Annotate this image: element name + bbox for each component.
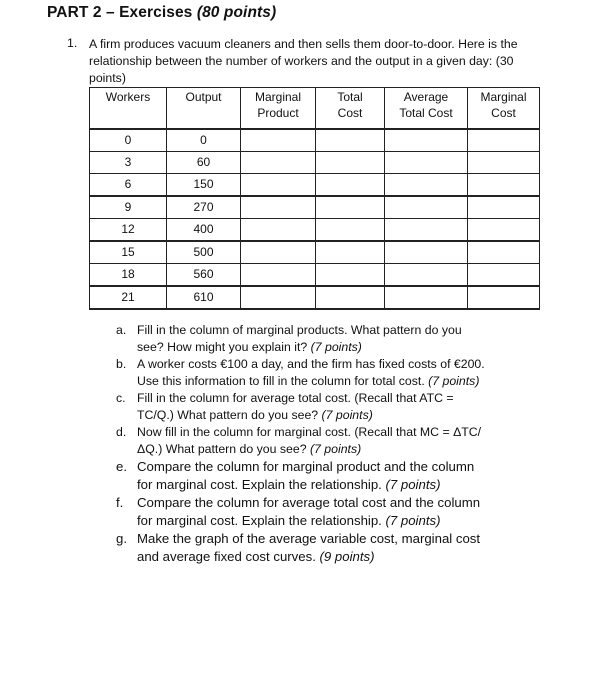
- subquestion-points: (7 points): [385, 477, 441, 492]
- table-row: [90, 129, 540, 152]
- subquestion-list: [116, 322, 486, 566]
- cell-total-cost[interactable]: [316, 196, 385, 219]
- cell-workers: 6: [90, 174, 167, 197]
- subquestion-points: (7 points): [309, 442, 362, 456]
- subquestion-text: Fill in the column of marginal products. What pattern do you see? How might you explain it?: [137, 323, 462, 354]
- cell-marginal-product[interactable]: [241, 264, 316, 287]
- table-row: [90, 196, 540, 219]
- cell-marginal-product[interactable]: [241, 286, 316, 309]
- cell-output: 400: [167, 219, 241, 242]
- header-output: Output: [167, 88, 241, 130]
- cell-marginal-cost[interactable]: [468, 286, 540, 309]
- subquestion-letter: a.: [116, 323, 127, 337]
- subquestion-a: [116, 322, 486, 356]
- cell-output: 560: [167, 264, 241, 287]
- header-marginal-cost: Marginal Cost: [468, 88, 540, 130]
- cell-total-cost[interactable]: [316, 264, 385, 287]
- cell-average-total-cost[interactable]: [385, 241, 468, 264]
- cell-workers: 15: [90, 241, 167, 264]
- subquestion-letter: b.: [116, 357, 127, 371]
- cell-output: 0: [167, 129, 241, 152]
- table-row: [90, 152, 540, 174]
- header-workers: Workers: [90, 88, 167, 130]
- subquestion-points: (7 points): [385, 513, 441, 528]
- subquestion-text: Make the graph of the average variable cost, marginal cost and average fixed cost curves.: [137, 531, 481, 564]
- subquestion-letter: c.: [116, 391, 126, 405]
- cell-output: 60: [167, 152, 241, 174]
- cell-total-cost[interactable]: [316, 286, 385, 309]
- subquestion-c: [116, 390, 486, 424]
- cell-total-cost[interactable]: [316, 241, 385, 264]
- subquestion-points: (9 points): [319, 549, 375, 564]
- cell-average-total-cost[interactable]: [385, 196, 468, 219]
- cell-output: 150: [167, 174, 241, 197]
- subquestion-text: Now fill in the column for marginal cost. (Recall that MC = ΔTC/ΔQ.) What pattern do you see?: [137, 425, 482, 456]
- page-title: [47, 4, 276, 22]
- cell-marginal-product[interactable]: [241, 241, 316, 264]
- cell-average-total-cost[interactable]: [385, 264, 468, 287]
- cell-total-cost[interactable]: [316, 152, 385, 174]
- header-total-cost: Total Cost: [316, 88, 385, 130]
- subquestion-e: [116, 458, 486, 494]
- question-text: A firm produces vacuum cleaners and then sells them door-to-door. Here is the relationship between the number of workers and the output in a given day: (30 points): [89, 37, 518, 85]
- cell-average-total-cost[interactable]: [385, 286, 468, 309]
- subquestion-letter: f.: [116, 495, 124, 510]
- cell-total-cost[interactable]: [316, 219, 385, 242]
- cell-workers: 9: [90, 196, 167, 219]
- cell-marginal-cost[interactable]: [468, 196, 540, 219]
- subquestion-points: (7 points): [428, 374, 480, 388]
- subquestion-points: (7 points): [310, 340, 362, 354]
- cell-marginal-cost[interactable]: [468, 152, 540, 174]
- cell-workers: 0: [90, 129, 167, 152]
- table-row: [90, 241, 540, 264]
- cell-marginal-product[interactable]: [241, 174, 316, 197]
- cell-marginal-product[interactable]: [241, 219, 316, 242]
- table-row: [90, 174, 540, 197]
- subquestion-letter: e.: [116, 459, 127, 474]
- subquestion-b: [116, 356, 486, 390]
- table-row: [90, 264, 540, 287]
- subquestion-text: Compare the column for marginal product and the column for marginal cost. Explain the relationship.: [137, 459, 475, 492]
- cell-marginal-cost[interactable]: [468, 241, 540, 264]
- cell-marginal-product[interactable]: [241, 196, 316, 219]
- cell-marginal-cost[interactable]: [468, 264, 540, 287]
- cell-total-cost[interactable]: [316, 129, 385, 152]
- subquestion-d: [116, 424, 486, 458]
- cell-workers: 3: [90, 152, 167, 174]
- table-row: [90, 219, 540, 242]
- subquestion-letter: g.: [116, 531, 127, 546]
- cell-output: 610: [167, 286, 241, 309]
- table-header-row: [90, 88, 540, 130]
- cell-marginal-product[interactable]: [241, 129, 316, 152]
- cell-marginal-cost[interactable]: [468, 129, 540, 152]
- cell-average-total-cost[interactable]: [385, 219, 468, 242]
- subquestion-letter: d.: [116, 425, 127, 439]
- title-points: (80 points): [196, 4, 277, 21]
- cell-workers: 18: [90, 264, 167, 287]
- cell-average-total-cost[interactable]: [385, 174, 468, 197]
- header-marginal-product: Marginal Product: [241, 88, 316, 130]
- cell-workers: 21: [90, 286, 167, 309]
- subquestion-f: [116, 494, 486, 530]
- cell-average-total-cost[interactable]: [385, 152, 468, 174]
- cell-marginal-product[interactable]: [241, 152, 316, 174]
- cell-total-cost[interactable]: [316, 174, 385, 197]
- cell-output: 500: [167, 241, 241, 264]
- subquestion-points: (7 points): [321, 408, 373, 422]
- header-average-total-cost: Average Total Cost: [385, 88, 468, 130]
- subquestion-text: A worker costs €100 a day, and the firm has fixed costs of €200. Use this information to fill in the column for total cost.: [137, 357, 485, 388]
- data-table: [89, 87, 540, 310]
- cell-average-total-cost[interactable]: [385, 129, 468, 152]
- subquestion-text: Fill in the column for average total cost. (Recall that ATC = TC/Q.) What pattern do you see?: [137, 391, 454, 422]
- cell-marginal-cost[interactable]: [468, 219, 540, 242]
- table-row: [90, 286, 540, 309]
- subquestion-g: [116, 530, 486, 566]
- question-number: 1.: [67, 36, 78, 50]
- cell-output: 270: [167, 196, 241, 219]
- title-main: PART 2 – Exercises: [47, 4, 197, 21]
- cell-marginal-cost[interactable]: [468, 174, 540, 197]
- cell-workers: 12: [90, 219, 167, 242]
- subquestion-text: Compare the column for average total cost and the column for marginal cost. Explain the relationship.: [137, 495, 481, 528]
